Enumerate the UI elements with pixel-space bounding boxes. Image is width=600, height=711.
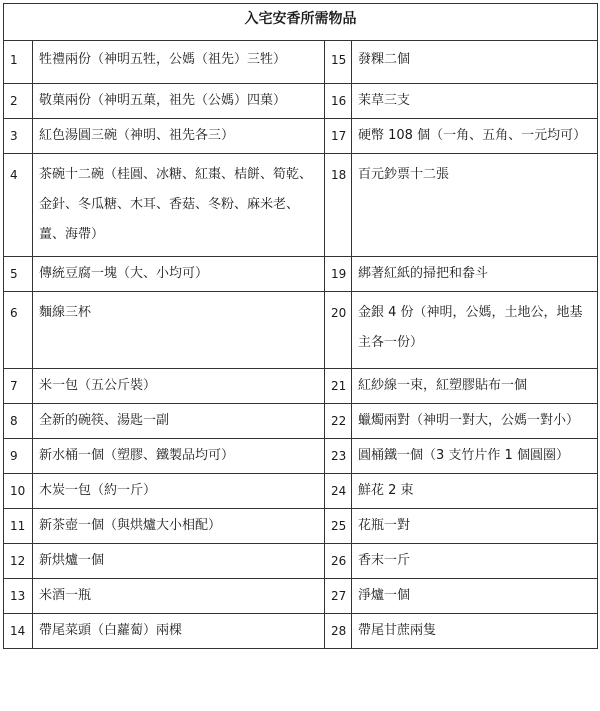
right-item-number: 21	[325, 369, 352, 404]
right-item-text: 香末一斤	[352, 544, 598, 579]
right-item-number: 18	[325, 154, 352, 257]
left-item-number: 11	[4, 509, 33, 544]
right-item-text: 百元鈔票十二張	[352, 154, 598, 257]
left-item-number: 14	[4, 614, 33, 649]
table-row	[4, 474, 598, 509]
table-row	[4, 544, 598, 579]
table-row	[4, 369, 598, 404]
right-item-text: 鮮花 2 束	[352, 474, 598, 509]
left-item-text: 牲禮兩份（神明五牲，公媽（祖先）三牲）	[33, 41, 325, 84]
left-item-number: 7	[4, 369, 33, 404]
left-item-number: 2	[4, 84, 33, 119]
left-item-text: 傳統豆腐一塊（大、小均可）	[33, 257, 325, 292]
left-item-text: 麵線三杯	[33, 292, 325, 369]
right-item-text: 淨爐一個	[352, 579, 598, 614]
right-item-number: 15	[325, 41, 352, 84]
right-item-number: 17	[325, 119, 352, 154]
left-item-number: 1	[4, 41, 33, 84]
right-item-number: 25	[325, 509, 352, 544]
left-item-number: 3	[4, 119, 33, 154]
table-row	[4, 509, 598, 544]
left-item-text: 紅色湯圓三碗（神明、祖先各三）	[33, 119, 325, 154]
right-item-number: 22	[325, 404, 352, 439]
table-row	[4, 257, 598, 292]
right-item-number: 23	[325, 439, 352, 474]
left-item-number: 13	[4, 579, 33, 614]
left-item-number: 9	[4, 439, 33, 474]
items-table	[3, 3, 598, 649]
left-item-text: 新茶壺一個（與烘爐大小相配）	[33, 509, 325, 544]
left-item-text: 木炭一包（約一斤）	[33, 474, 325, 509]
left-item-text: 帶尾菜頭（白蘿蔔）兩棵	[33, 614, 325, 649]
left-item-text: 新烘爐一個	[33, 544, 325, 579]
right-item-number: 19	[325, 257, 352, 292]
table-row	[4, 404, 598, 439]
right-item-text: 茉草三支	[352, 84, 598, 119]
left-item-text: 茶碗十二碗（桂圓、冰糖、紅棗、桔餅、筍乾、金針、冬瓜糖、木耳、香菇、冬粉、麻米老、薑、海帶）	[33, 154, 325, 257]
table-title: 入宅安香所需物品	[4, 4, 598, 41]
right-item-number: 24	[325, 474, 352, 509]
table-row	[4, 41, 598, 84]
left-item-text: 米一包（五公斤裝）	[33, 369, 325, 404]
right-item-number: 28	[325, 614, 352, 649]
right-item-text: 金銀 4 份（神明，公媽，土地公，地基主各一份）	[352, 292, 598, 369]
right-item-text: 綁著紅紙的掃把和畚斗	[352, 257, 598, 292]
left-item-number: 5	[4, 257, 33, 292]
left-item-text: 敬菓兩份（神明五菓，祖先（公媽）四菓）	[33, 84, 325, 119]
table-row	[4, 579, 598, 614]
right-item-number: 20	[325, 292, 352, 369]
right-item-number: 26	[325, 544, 352, 579]
left-item-text: 全新的碗筷、湯匙一副	[33, 404, 325, 439]
right-item-text: 發粿二個	[352, 41, 598, 84]
table-row	[4, 439, 598, 474]
left-item-text: 新水桶一個（塑膠、鐵製品均可）	[33, 439, 325, 474]
left-item-number: 8	[4, 404, 33, 439]
table-row	[4, 154, 598, 257]
table-row	[4, 614, 598, 649]
left-item-number: 12	[4, 544, 33, 579]
table-row	[4, 84, 598, 119]
right-item-number: 16	[325, 84, 352, 119]
table-row	[4, 292, 598, 369]
right-item-text: 花瓶一對	[352, 509, 598, 544]
left-item-text: 米酒一瓶	[33, 579, 325, 614]
left-item-number: 10	[4, 474, 33, 509]
left-item-number: 4	[4, 154, 33, 257]
right-item-text: 紅紗線一束，紅塑膠貼布一個	[352, 369, 598, 404]
right-item-text: 圓桶鐵一個（3 支竹片作 1 個圓圈）	[352, 439, 598, 474]
right-item-number: 27	[325, 579, 352, 614]
left-item-number: 6	[4, 292, 33, 369]
right-item-text: 帶尾甘蔗兩隻	[352, 614, 598, 649]
right-item-text: 蠟燭兩對（神明一對大，公媽一對小）	[352, 404, 598, 439]
right-item-text: 硬幣 108 個（一角、五角、一元均可）	[352, 119, 598, 154]
table-row	[4, 119, 598, 154]
